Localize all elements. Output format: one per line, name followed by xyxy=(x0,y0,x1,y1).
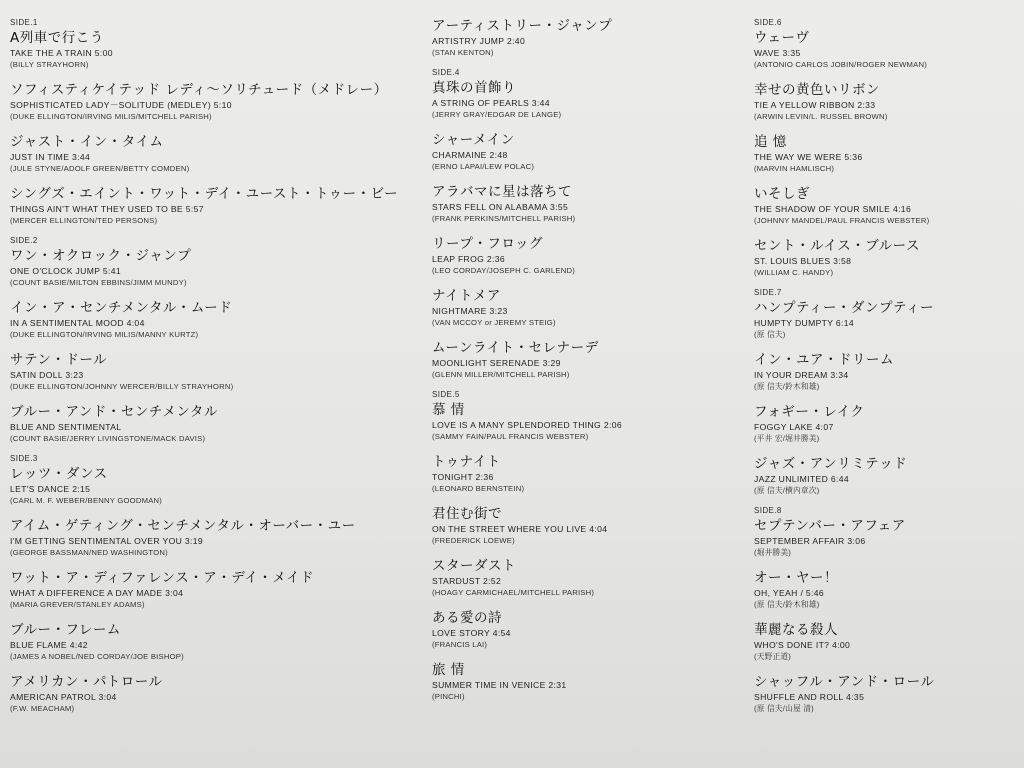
english-title-duration: THE WAY WE WERE 5:36 xyxy=(754,152,863,162)
english-title-duration: ST. LOUIS BLUES 3:58 xyxy=(754,256,852,266)
track-entry xyxy=(754,134,1022,174)
composer-credit: (GLENN MILLER/MITCHELL PARISH) xyxy=(432,370,570,379)
japanese-title: ブルー・アンド・センチメンタル xyxy=(10,404,218,420)
japanese-title: 真珠の首飾り xyxy=(432,80,516,96)
side-label: SIDE.6 xyxy=(754,18,782,27)
composer-credit: (VAN MCCOY or JEREMY STEIG) xyxy=(432,318,556,327)
composer-credit: (COUNT BASIE/MILTON EBBINS/JIMM MUNDY) xyxy=(10,278,187,287)
track-entry xyxy=(432,402,750,442)
japanese-title: セプテンバー・アフェア xyxy=(754,518,906,534)
track-entry xyxy=(10,186,420,226)
japanese-title: ジャズ・アンリミテッド xyxy=(754,456,908,472)
english-title-duration: FOGGY LAKE 4:07 xyxy=(754,422,834,432)
composer-credit: (HOAGY CARMICHAEL/MITCHELL PARISH) xyxy=(432,588,595,597)
english-title-duration: ONE O'CLOCK JUMP 5:41 xyxy=(10,266,122,276)
english-title-duration: WAVE 3:35 xyxy=(754,48,801,58)
english-title-duration: OH, YEAH / 5:46 xyxy=(754,588,825,598)
composer-credit: (CARL M. F. WEBER/BENNY GOODMAN) xyxy=(10,496,163,505)
track-entry xyxy=(10,30,420,70)
composer-credit: (SAMMY FAIN/PAUL FRANCIS WEBSTER) xyxy=(432,432,589,441)
english-title-duration: TAKE THE A TRAIN 5:00 xyxy=(10,48,113,58)
japanese-title: 幸せの黄色いリボン xyxy=(754,82,880,98)
composer-credit: (F.W. MEACHAM) xyxy=(10,704,75,713)
track-entry xyxy=(754,518,1022,558)
japanese-title: シャッフル・アンド・ロール xyxy=(754,674,935,690)
japanese-title: アメリカン・パトロール xyxy=(10,674,163,690)
track-entry xyxy=(754,352,1022,392)
composer-credit: (天野正道) xyxy=(754,652,792,661)
japanese-title: トゥナイト xyxy=(432,454,501,470)
composer-credit: (ERNO LAPAI/LEW POLAC) xyxy=(432,162,535,171)
composer-credit: (LEONARD BERNSTEIN) xyxy=(432,484,525,493)
track-entry xyxy=(754,238,1022,278)
composer-credit: (MARVIN HAMLISCH) xyxy=(754,164,835,173)
english-title-duration: HUMPTY DUMPTY 6:14 xyxy=(754,318,855,328)
english-title-duration: TONIGHT 2:36 xyxy=(432,472,494,482)
japanese-title: イン・ア・センチメンタル・ムード xyxy=(10,300,233,316)
track-entry xyxy=(10,134,420,174)
side-label: SIDE.5 xyxy=(432,390,460,399)
english-title-duration: IN A SENTIMENTAL MOOD 4:04 xyxy=(10,318,145,328)
english-title-duration: JUST IN TIME 3:44 xyxy=(10,152,91,162)
side-label: SIDE.7 xyxy=(754,288,782,297)
english-title-duration: TIE A YELLOW RIBBON 2:33 xyxy=(754,100,876,110)
composer-credit: (STAN KENTON) xyxy=(432,48,494,57)
english-title-duration: LET'S DANCE 2:15 xyxy=(10,484,91,494)
english-title-duration: THINGS AIN'T WHAT THEY USED TO BE 5:57 xyxy=(10,204,204,214)
track-entry xyxy=(432,506,750,546)
japanese-title: ムーンライト・セレナーデ xyxy=(432,340,599,356)
composer-credit: (DUKE ELLINGTON/IRVING MILIS/MANNY KURTZ) xyxy=(10,330,199,339)
english-title-duration: IN YOUR DREAM 3:34 xyxy=(754,370,849,380)
japanese-title: アイム・ゲティング・センチメンタル・オーバー・ユー xyxy=(10,518,356,534)
composer-credit: (LEO CORDAY/JOSEPH C. GARLEND) xyxy=(432,266,575,275)
composer-credit: (GEORGE BASSMAN/NED WASHINGTON) xyxy=(10,548,168,557)
track-entry xyxy=(432,80,750,120)
composer-credit: (FRANCIS LAI) xyxy=(432,640,488,649)
english-title-duration: WHO'S DONE IT? 4:00 xyxy=(754,640,851,650)
japanese-title: ブルー・フレーム xyxy=(10,622,121,638)
track-entry xyxy=(432,288,750,328)
english-title-duration: MOONLIGHT SERENADE 3:29 xyxy=(432,358,561,368)
composer-credit: (MARIA GREVER/STANLEY ADAMS) xyxy=(10,600,145,609)
japanese-title: オー・ヤー！ xyxy=(754,570,838,586)
composer-credit: (FREDERICK LOEWE) xyxy=(432,536,515,545)
track-entry xyxy=(10,518,420,558)
japanese-title: ハンプティー・ダンプティー xyxy=(754,300,934,316)
composer-credit: (原 信夫/鈴木和雄) xyxy=(754,382,820,391)
track-entry xyxy=(754,674,1022,714)
english-title-duration: LOVE IS A MANY SPLENDORED THING 2:06 xyxy=(432,420,622,430)
japanese-title: セント・ルイス・ブルース xyxy=(754,238,920,254)
track-entry xyxy=(10,352,420,392)
composer-credit: (原 信夫/横内章次) xyxy=(754,486,820,495)
japanese-title: サテン・ドール xyxy=(10,352,108,368)
track-entry xyxy=(432,662,750,702)
track-entry xyxy=(432,236,750,276)
track-entry xyxy=(432,18,750,58)
japanese-title: スターダスト xyxy=(432,558,516,574)
composer-credit: (DUKE ELLINGTON/JOHNNY WERCER/BILLY STRAYHORN) xyxy=(10,382,234,391)
japanese-title: 君住む街で xyxy=(432,506,502,522)
track-entry xyxy=(754,456,1022,496)
track-column-1 xyxy=(10,18,420,714)
composer-credit: (平井 宏/堀井勝美) xyxy=(754,434,820,443)
track-entry xyxy=(432,184,750,224)
track-column-3 xyxy=(754,18,1022,714)
track-entry xyxy=(432,558,750,598)
japanese-title: レッツ・ダンス xyxy=(10,466,108,482)
japanese-title: 慕 情 xyxy=(432,402,465,418)
english-title-duration: STARDUST 2:52 xyxy=(432,576,502,586)
side-label: SIDE.4 xyxy=(432,68,460,77)
composer-credit: (ANTONIO CARLOS JOBIN/ROGER NEWMAN) xyxy=(754,60,928,69)
composer-credit: (WILLIAM C. HANDY) xyxy=(754,268,834,277)
english-title-duration: AMERICAN PATROL 3:04 xyxy=(10,692,117,702)
track-entry xyxy=(432,132,750,172)
japanese-title: シャーメイン xyxy=(432,132,515,148)
english-title-duration: SATIN DOLL 3:23 xyxy=(10,370,84,380)
english-title-duration: SUMMER TIME IN VENICE 2:31 xyxy=(432,680,567,690)
english-title-duration: NIGHTMARE 3:23 xyxy=(432,306,508,316)
composer-credit: (MERCER ELLINGTON/TED PERSONS) xyxy=(10,216,158,225)
track-entry xyxy=(10,300,420,340)
english-title-duration: ARTISTRY JUMP 2:40 xyxy=(432,36,526,46)
composer-credit: (BILLY STRAYHORN) xyxy=(10,60,89,69)
track-entry xyxy=(754,186,1022,226)
english-title-duration: CHARMAINE 2:48 xyxy=(432,150,508,160)
composer-credit: (FRANK PERKINS/MITCHELL PARISH) xyxy=(432,214,576,223)
track-entry xyxy=(10,248,420,288)
track-entry xyxy=(754,622,1022,662)
composer-credit: (COUNT BASIE/JERRY LIVINGSTONE/MACK DAVIS) xyxy=(10,434,206,443)
japanese-title: いそしぎ xyxy=(754,186,810,202)
track-entry xyxy=(754,404,1022,444)
track-entry xyxy=(754,82,1022,122)
composer-credit: (原 信夫/鈴木和雄) xyxy=(754,600,820,609)
japanese-title: ナイトメア xyxy=(432,288,501,304)
composer-credit: (JAMES A NOBEL/NED CORDAY/JOE BISHOP) xyxy=(10,652,184,661)
side-label: SIDE.2 xyxy=(10,236,38,245)
composer-credit: (原 信夫/山屋 清) xyxy=(754,704,814,713)
japanese-title: ワン・オクロック・ジャンプ xyxy=(10,248,192,264)
track-entry xyxy=(432,454,750,494)
japanese-title: シングズ・エイント・ワット・デイ・ユースト・トゥー・ビー xyxy=(10,186,399,202)
english-title-duration: LOVE STORY 4:54 xyxy=(432,628,511,638)
track-entry xyxy=(10,466,420,506)
english-title-duration: SHUFFLE AND ROLL 4:35 xyxy=(754,692,865,702)
english-title-duration: THE SHADOW OF YOUR SMILE 4:16 xyxy=(754,204,912,214)
japanese-title: フォギー・レイク xyxy=(754,404,865,420)
english-title-duration: JAZZ UNLIMITED 6:44 xyxy=(754,474,849,484)
japanese-title: ある愛の詩 xyxy=(432,610,502,626)
composer-credit: (ARWIN LEVIN/L. RUSSEL BROWN) xyxy=(754,112,888,121)
english-title-duration: I'M GETTING SENTIMENTAL OVER YOU 3:19 xyxy=(10,536,204,546)
track-column-2 xyxy=(432,18,750,702)
japanese-title: イン・ユア・ドリーム xyxy=(754,352,894,368)
japanese-title: ソフィスティケイテッド レディ〜ソリチュード（メドレー） xyxy=(10,82,388,98)
track-entry xyxy=(10,82,420,122)
side-label: SIDE.8 xyxy=(754,506,782,515)
composer-credit: (JULE STYNE/ADOLF GREEN/BETTY COMDEN) xyxy=(10,164,190,173)
composer-credit: (原 信夫) xyxy=(754,330,786,339)
composer-credit: (DUKE ELLINGTON/IRVING MILIS/MITCHELL PARISH) xyxy=(10,112,212,121)
japanese-title: リープ・フロッグ xyxy=(432,236,544,252)
composer-credit: (PINCHI) xyxy=(432,692,465,701)
japanese-title: A列車で行こう xyxy=(10,30,104,46)
english-title-duration: STARS FELL ON ALABAMA 3:55 xyxy=(432,202,569,212)
track-entry xyxy=(432,340,750,380)
track-entry xyxy=(10,404,420,444)
japanese-title: 華麗なる殺人 xyxy=(754,622,838,638)
side-label: SIDE.1 xyxy=(10,18,38,27)
japanese-title: ウェーヴ xyxy=(754,30,810,46)
track-entry xyxy=(432,610,750,650)
composer-credit: (堀井勝美) xyxy=(754,548,792,557)
composer-credit: (JOHNNY MANDEL/PAUL FRANCIS WEBSTER) xyxy=(754,216,930,225)
english-title-duration: BLUE AND SENTIMENTAL xyxy=(10,422,122,432)
japanese-title: ジャスト・イン・タイム xyxy=(10,134,164,150)
japanese-title: 追 憶 xyxy=(754,134,787,150)
japanese-title: 旅 情 xyxy=(432,662,465,678)
composer-credit: (JERRY GRAY/EDGAR DE LANGE) xyxy=(432,110,562,119)
english-title-duration: SOPHISTICATED LADY－SOLITUDE (MEDLEY) 5:10 xyxy=(10,100,232,110)
japanese-title: ワット・ア・ディファレンス・ア・デイ・メイド xyxy=(10,570,315,586)
track-entry xyxy=(10,622,420,662)
japanese-title: アーティストリー・ジャンプ xyxy=(432,18,613,34)
english-title-duration: SEPTEMBER AFFAIR 3:06 xyxy=(754,536,866,546)
japanese-title: アラバマに星は落ちて xyxy=(432,184,572,200)
track-entry xyxy=(10,570,420,610)
english-title-duration: BLUE FLAME 4:42 xyxy=(10,640,88,650)
track-entry xyxy=(754,300,1022,340)
track-entry xyxy=(10,674,420,714)
english-title-duration: LEAP FROG 2:36 xyxy=(432,254,506,264)
side-label: SIDE.3 xyxy=(10,454,38,463)
track-entry xyxy=(754,30,1022,70)
english-title-duration: ON THE STREET WHERE YOU LIVE 4:04 xyxy=(432,524,608,534)
track-entry xyxy=(754,570,1022,610)
english-title-duration: WHAT A DIFFERENCE A DAY MADE 3:04 xyxy=(10,588,184,598)
english-title-duration: A STRING OF PEARLS 3:44 xyxy=(432,98,550,108)
